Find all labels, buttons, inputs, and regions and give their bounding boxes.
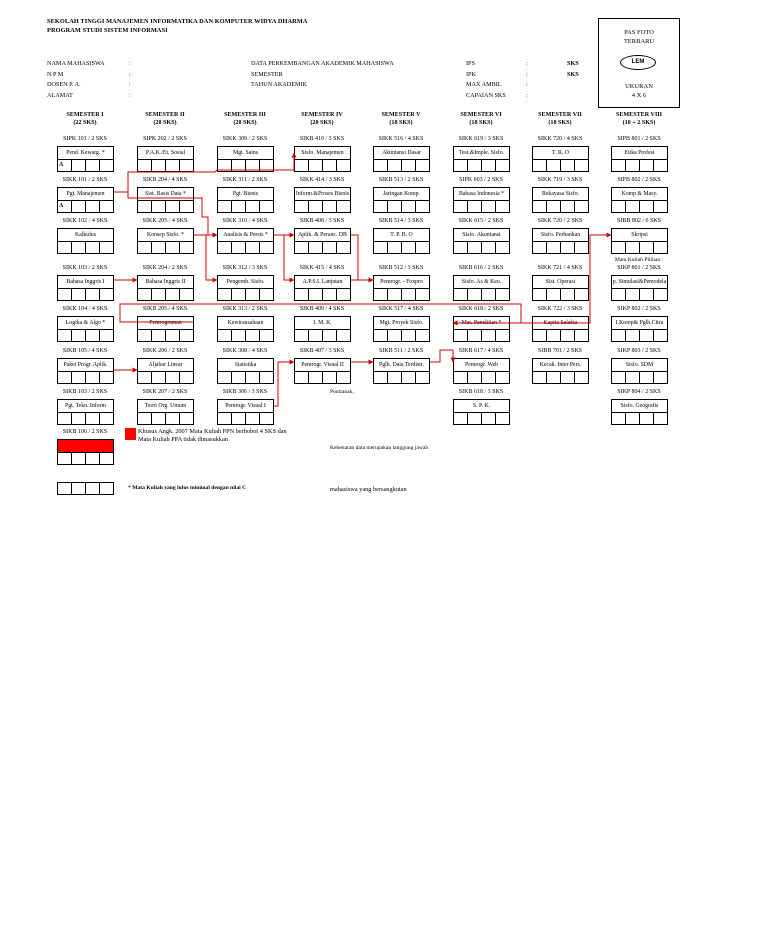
course-name-box: p. Simulasi&Pemodela xyxy=(611,275,668,289)
grade-cell[interactable] xyxy=(86,483,100,494)
course-name-box: Pemrogr. Visual I xyxy=(217,399,274,413)
photo-line-1: PAS FOTO xyxy=(624,29,654,36)
course-code: SIKK 618 / 2 SKS xyxy=(458,306,504,312)
course-name-box: Pgt. Manajemen xyxy=(57,187,114,201)
course-name-box: Bahasa Indonesia * xyxy=(453,187,510,201)
course-code: SIKK 204 / 2 SKS xyxy=(142,265,188,271)
course-name-box: T. P. B. O xyxy=(373,228,430,242)
course-name-box: Sisfo. As & Keu. xyxy=(453,275,510,289)
course-code: SIKK 720 / 4 SKS xyxy=(537,136,583,142)
course-code: SIKB 410 / 3 SKS xyxy=(299,136,345,142)
course-code: SIKB 205 / 4 SKS xyxy=(142,306,188,312)
course-code: SIKK 415 / 4 SKS xyxy=(299,265,345,271)
course-code: SIKK 720 / 2 SKS xyxy=(537,218,583,224)
course-name-box: Kapita Selekta xyxy=(532,316,589,330)
course-name-box: Pend. Kewarg. * xyxy=(57,146,114,160)
colon: : xyxy=(129,60,131,67)
course-code: SIKK 102 / 4 SKS xyxy=(62,218,108,224)
course-code: SIKK 103 / 2 SKS xyxy=(62,265,108,271)
course-code: SIKK 313 / 2 SKS xyxy=(222,306,268,312)
colon: : xyxy=(129,81,131,89)
course-code: SIKK 311 / 2 SKS xyxy=(222,177,268,183)
course-name-box: Bahasa Inggris II xyxy=(137,275,194,289)
grade-cell[interactable]: A xyxy=(58,201,72,212)
semester-title: SEMESTER II xyxy=(145,112,185,118)
course-name-box: Mgt. Proyek Sisfo. xyxy=(373,316,430,330)
course-name-box: Pengemb. Sisfo. xyxy=(217,275,274,289)
course-name-box: Sist. Basis Data * xyxy=(137,187,194,201)
course-code: SIKP 803 / 2 SKS xyxy=(617,348,661,354)
prerequisite-arrow xyxy=(114,153,294,192)
semester-sks: (18 SKS) xyxy=(548,119,572,126)
grade-cell[interactable] xyxy=(100,483,113,494)
course-code: SIKB 616 / 2 SKS xyxy=(458,265,504,271)
label-capaian-sks: CAPAIAN SKS xyxy=(466,91,506,99)
course-code: SIKK 101 / 2 SKS xyxy=(62,177,108,183)
semester-title: SEMESTER VII xyxy=(538,112,582,118)
course-code: SIKK 104 / 4 SKS xyxy=(62,306,108,312)
star-note: * Mata Kuliah yang lulus minimal dengan nilai C xyxy=(128,485,247,491)
note-khusus-2: Mata Kuliah PPA tidak dimasukkan xyxy=(138,436,229,443)
course-name-box: Pemrogr. Web xyxy=(453,358,510,372)
label-npm: N P M xyxy=(47,70,64,78)
course-name-box: Pglh. Data Terdistr. xyxy=(373,358,430,372)
course-code: SIKK 719 / 3 SKS xyxy=(537,177,583,183)
unit-max-ambil: SKS xyxy=(567,60,579,67)
summary-grade-boxes[interactable] xyxy=(57,482,114,495)
course-name-box: Pemrogr. - Foxpro xyxy=(373,275,430,289)
course-code: SIKK 310 / 4 SKS xyxy=(222,218,268,224)
course-code: SIKB 306 / 3 SKS xyxy=(222,389,268,395)
course-code: SIKK 308 / 4 SKS xyxy=(222,348,268,354)
course-name-box: Jaringan Komp. xyxy=(373,187,430,201)
course-code: SIPB 801 / 2 SKS xyxy=(617,136,661,142)
semester-sks: (10 + 2 SKS) xyxy=(622,119,656,126)
prerequisite-arrow xyxy=(120,304,521,323)
prerequisite-arrow xyxy=(206,235,217,280)
course-code: SIKB 408 / 3 SKS xyxy=(299,218,345,224)
kebenaran-note: Kebenaran data merupakan tanggung jawab xyxy=(330,445,429,451)
course-name-box: Bahasa Inggris I xyxy=(57,275,114,289)
prerequisite-arrow xyxy=(274,235,294,280)
prerequisite-arrow xyxy=(518,235,611,323)
course-name-box: Aplik. & Peranc. DB xyxy=(294,228,351,242)
course-name-box: Paket Progr. Aplik. xyxy=(57,358,114,372)
semester-sks: (18 SKS) xyxy=(469,119,493,126)
course-code: SIKB 204 / 4 SKS xyxy=(142,177,188,183)
course-code: SIKK 309 / 2 SKS xyxy=(222,136,268,142)
course-code: SIKK 414 / 3 SKS xyxy=(299,177,345,183)
label-data-perkembangan: DATA PERKEMBANGAN AKADEMIK MAHASISWA xyxy=(251,60,394,67)
header-line-2: PROGRAM STUDI SISTEM INFORMASI xyxy=(47,27,168,34)
semester-title: SEMESTER VIII xyxy=(615,112,663,118)
semester-title: SEMESTER IV xyxy=(301,112,343,118)
course-name-box: Kewirausahaan xyxy=(217,316,274,330)
photo-line-2: TERBARU xyxy=(623,38,655,45)
course-name-box: P.A.K./Et. Sosial xyxy=(137,146,194,160)
semester-title: SEMESTER V xyxy=(381,112,421,118)
semester-sks: (22 SKS) xyxy=(73,119,97,126)
course-code: SIPB 802 / 2 SKS xyxy=(617,177,661,183)
grade-cell[interactable]: A xyxy=(58,160,72,171)
colon: : xyxy=(526,70,528,78)
course-code: SIKK 516 / 4 SKS xyxy=(378,136,424,142)
photo-line-3: UKURAN xyxy=(625,83,653,90)
photo-line-4: 4 X 6 xyxy=(631,92,647,99)
unit-capaian: SKS xyxy=(567,70,579,78)
course-name-box: Analisis & Persis * xyxy=(217,228,274,242)
course-name-box: Met. Penelitian * xyxy=(453,316,510,330)
course-code: SIKB 103 / 2 SKS xyxy=(62,389,108,395)
course-name-box: A.P.S.I. Lanjutan xyxy=(294,275,351,289)
course-name-box: Pemrogr. Visual II xyxy=(294,358,351,372)
course-code: SIKB 106 / 2 SKS xyxy=(62,429,108,435)
elective-label: Mata Kuliah Pilihan : xyxy=(614,257,664,263)
course-name-box: Rekayasa Sisfo. xyxy=(532,187,589,201)
course-name-box: Pemrograman xyxy=(137,316,194,330)
course-name-box: Mgt. Sains xyxy=(217,146,274,160)
semester-title: SEMESTER III xyxy=(224,112,266,118)
course-name-box: Pgt. Bisnis xyxy=(217,187,274,201)
header-line-1: SEKOLAH TINGGI MANAJEMEN INFORMATIKA DAN KOMPUTER WIDYA DHARMA xyxy=(47,18,308,25)
course-code: SIKB 511 / 2 SKS xyxy=(378,348,424,354)
note-khusus-1: Khusus Angk. 2007 Mata Kuliah PPN berbobot 4 SKS dan xyxy=(138,428,287,435)
course-name-box: Sisfo. Akuntansi xyxy=(453,228,510,242)
label-alamat: ALAMAT xyxy=(47,91,73,99)
lem-logo: LEM xyxy=(620,55,656,70)
course-code: SIKK 205 / 4 SKS xyxy=(142,218,188,224)
course-name-box: Sisfo. SDM xyxy=(611,358,668,372)
colon: : xyxy=(526,91,528,99)
label-ips: IPS xyxy=(466,60,475,67)
semester-title: SEMESTER VI xyxy=(460,112,502,118)
colon: : xyxy=(526,60,528,67)
course-code: SIPK 101 / 2 SKS xyxy=(63,136,107,142)
course-name-box: Logika & Algo * xyxy=(57,316,114,330)
course-code: SIKB 618 / 3 SKS xyxy=(458,389,504,395)
grade-cell[interactable] xyxy=(72,483,86,494)
semester-sks: (20 SKS) xyxy=(153,119,177,126)
course-code: SIKB 514 / 3 SKS xyxy=(378,218,424,224)
grade-cell[interactable] xyxy=(58,483,72,494)
pontianak-label: Pontianak, xyxy=(330,389,354,395)
label-max-ambil: MAX AMBIL xyxy=(466,81,502,89)
course-name-box: Pgt. Tekn. Inform xyxy=(57,399,114,413)
semester-sks: (20 SKS) xyxy=(233,119,257,126)
course-code: SIKB 617 / 4 SKS xyxy=(458,348,504,354)
course-code: SIKB 513 / 2 SKS xyxy=(378,177,424,183)
course-code: SIKB 512 / 3 SKS xyxy=(378,265,424,271)
colon: : xyxy=(129,70,131,78)
course-code: SIKP 801 / 2 SKS xyxy=(617,265,661,271)
label-nama: NAMA MAHASISWA xyxy=(47,60,105,67)
course-name-box: Teori Org. Umum xyxy=(137,399,194,413)
course-code: SIKK 517 / 4 SKS xyxy=(378,306,424,312)
prerequisite-arrow xyxy=(351,235,373,280)
course-name-box: Kecak. Inter Pers. xyxy=(532,358,589,372)
course-name-box: Inform.&Proses Bisnis xyxy=(294,187,351,201)
prerequisite-arrow xyxy=(114,192,217,235)
course-name-box: Sisfo. Perbankan xyxy=(532,228,589,242)
course-name-box: Statistika xyxy=(217,358,274,372)
course-name-box: Etika Profesi xyxy=(611,146,668,160)
colon: : xyxy=(526,81,528,89)
course-name-box: Sisfo. Manajemen xyxy=(294,146,351,160)
course-name-box: Test.&Imple. Sisfo. xyxy=(453,146,510,160)
course-code: SIKK 207 / 2 SKS xyxy=(142,389,188,395)
course-code: SIKK 722 / 3 SKS xyxy=(537,306,583,312)
course-name-box: Paket Progr. Aplik. xyxy=(57,439,114,453)
course-name-box: Konsep Sisfo. * xyxy=(137,228,194,242)
red-legend-marker xyxy=(125,428,136,440)
course-code: SIKK 615 / 2 SKS xyxy=(458,218,504,224)
colon: : xyxy=(129,91,131,99)
mahasiswa-note: mahasiswa yang bersangkutan xyxy=(330,486,407,493)
course-code: SIBB 701 / 2 SKS xyxy=(537,348,582,354)
prerequisite-arrow xyxy=(430,350,453,362)
semester-sks: (18 SKS) xyxy=(389,119,413,126)
label-semester: SEMESTER xyxy=(251,70,283,78)
course-code: SIKK 312 / 3 SKS xyxy=(222,265,268,271)
course-name-box: I. M. K. xyxy=(294,316,351,330)
course-code: SIKP 802 / 2 SKS xyxy=(617,306,661,312)
label-ipk: IPK xyxy=(466,70,476,78)
course-name-box: T. R. O xyxy=(532,146,589,160)
course-name-box: Kalkulus xyxy=(57,228,114,242)
semester-sks: (20 SKS) xyxy=(310,119,334,126)
semester-title: SEMESTER I xyxy=(66,112,104,118)
label-dosen: DOSEN P. A. xyxy=(47,81,81,89)
course-name-box: Aljabar Linear xyxy=(137,358,194,372)
course-code: SIBB 802 / 6 SKS xyxy=(616,218,661,224)
course-code: SIKB 407 / 3 SKS xyxy=(299,348,345,354)
course-code: SIKB 105 / 4 SKS xyxy=(62,348,108,354)
course-code: SIPK 603 / 2 SKS xyxy=(459,177,503,183)
course-code: SIKP 804 / 2 SKS xyxy=(617,389,661,395)
prerequisite-arrow xyxy=(274,362,294,406)
course-code: SIKK 619 / 3 SKS xyxy=(458,136,504,142)
label-tahun-akademik: TAHUN AKADEMIK xyxy=(251,81,308,89)
course-name-box: Sist. Operasi xyxy=(532,275,589,289)
course-code: SIKB 409 / 4 SKS xyxy=(299,306,345,312)
course-name-box: S. P. K. xyxy=(453,399,510,413)
course-name-box: Akuntansi Dasar xyxy=(373,146,430,160)
course-code: SIPK 202 / 2 SKS xyxy=(143,136,187,142)
course-name-box: Sisfo. Geografis xyxy=(611,399,668,413)
course-name-box: Komp & Masy. xyxy=(611,187,668,201)
course-name-box: Skripsi xyxy=(611,228,668,242)
course-code: SIKK 206 / 2 SKS xyxy=(142,348,188,354)
course-code: SIKK 721 / 4 SKS xyxy=(537,265,583,271)
course-name-box: I.Komp& Pglh.Citra xyxy=(611,316,668,330)
